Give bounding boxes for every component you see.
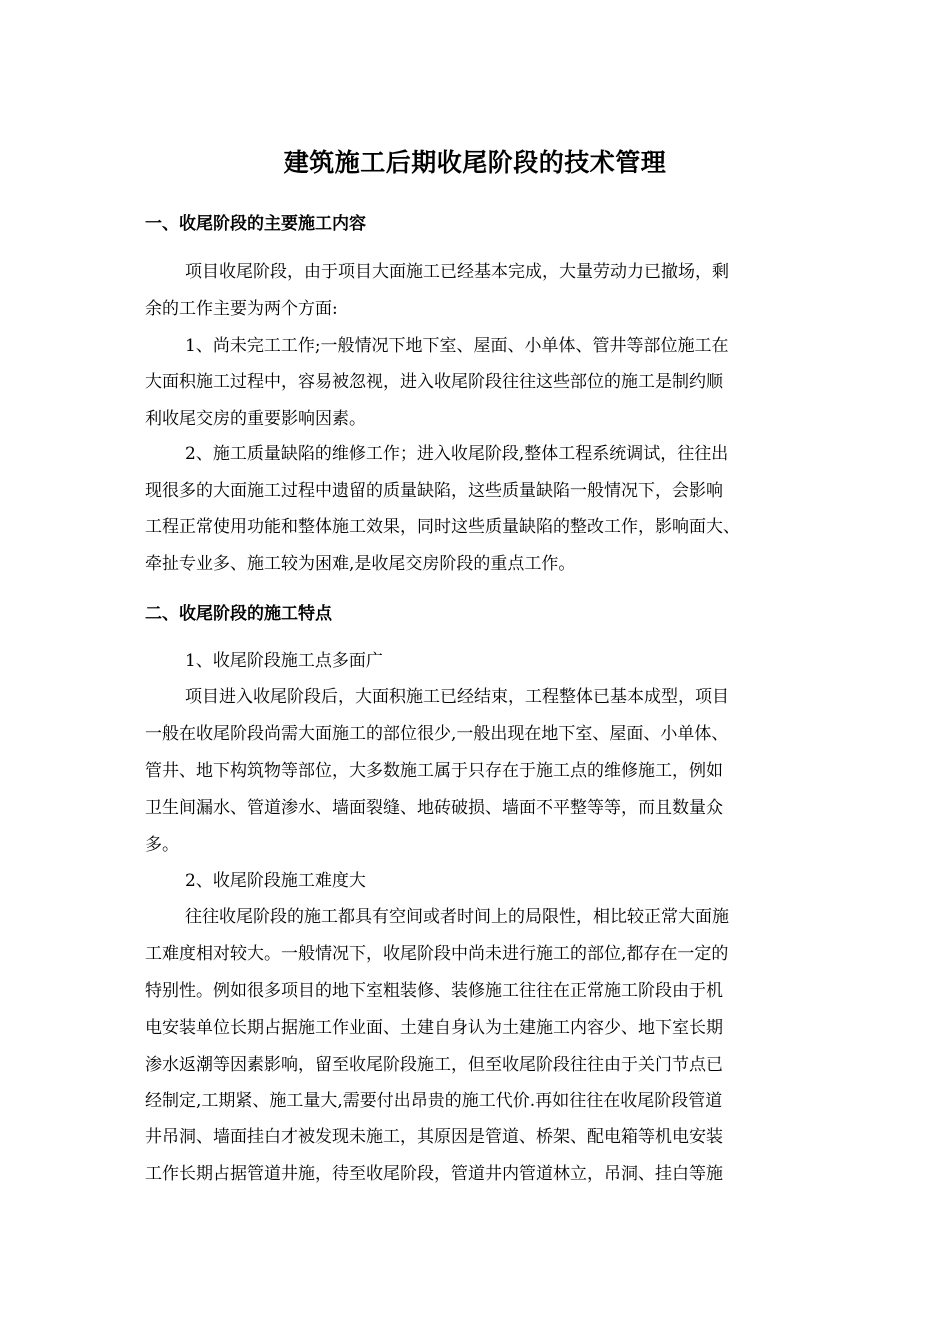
paragraph-line: 工难度相对较大。一般情况下，收尾阶段中尚未进行施工的部位,都存在一定的: [145, 944, 729, 964]
paragraph-line: 现很多的大面施工过程中遗留的质量缺陷，这些质量缺陷一般情况下，会影响: [145, 481, 723, 501]
paragraph-line: 特别性。例如很多项目的地下室粗装修、装修施工往往在正常施工阶段由于机: [145, 981, 723, 1001]
paragraph-line: 工程正常使用功能和整体施工效果，同时这些质量缺陷的整改工作，影响面大、: [145, 517, 740, 537]
paragraph-line: 井吊洞、墙面挂白才被发现未施工，其原因是管道、桥架、配电箱等机电安装: [145, 1127, 723, 1147]
paragraph-line: 一般在收尾阶段尚需大面施工的部位很少,一般出现在地下室、屋面、小单体、: [145, 724, 729, 744]
document-title: 建筑施工后期收尾阶段的技术管理: [283, 148, 667, 177]
paragraph-line: 1、收尾阶段施工点多面广: [185, 651, 383, 671]
paragraph-line: 工作长期占据管道井施，待至收尾阶段，管道井内管道林立，吊洞、挂白等施: [145, 1164, 723, 1184]
paragraph-line: 2、收尾阶段施工难度大: [185, 871, 366, 891]
paragraph-line: 多。: [145, 835, 179, 855]
paragraph-line: 牵扯专业多、施工较为困难,是收尾交房阶段的重点工作。: [145, 554, 576, 574]
paragraph-line: 大面积施工过程中，容易被忽视，进入收尾阶段往往这些部位的施工是制约顺: [145, 372, 723, 392]
paragraph-line: 渗水返潮等因素影响，留至收尾阶段施工，但至收尾阶段往往由于关门节点已: [145, 1055, 723, 1075]
paragraph-line: 管井、地下构筑物等部位，大多数施工属于只存在于施工点的维修施工，例如: [145, 761, 723, 781]
section-2-heading: 二、收尾阶段的施工特点: [145, 604, 332, 624]
paragraph-line: 往往收尾阶段的施工都具有空间或者时间上的局限性，相比较正常大面施: [185, 907, 729, 927]
paragraph-line: 2、施工质量缺陷的维修工作；进入收尾阶段,整体工程系统调试，往往出: [185, 444, 729, 464]
paragraph-line: 卫生间漏水、管道渗水、墙面裂缝、地砖破损、墙面不平整等等，而且数量众: [145, 798, 723, 818]
paragraph-line: 经制定,工期紧、施工量大,需要付出昂贵的施工代价.再如往往在收尾阶段管道: [145, 1091, 723, 1111]
paragraph-line: 1、尚未完工工作;一般情况下地下室、屋面、小单体、管井等部位施工在: [185, 336, 729, 356]
paragraph-line: 电安装单位长期占据施工作业面、土建自身认为土建施工内容少、地下室长期: [145, 1018, 723, 1038]
paragraph-line: 利收尾交房的重要影响因素。: [145, 409, 366, 429]
section-1-heading: 一、收尾阶段的主要施工内容: [145, 214, 366, 234]
paragraph-line: 余的工作主要为两个方面:: [145, 299, 338, 319]
paragraph-line: 项目进入收尾阶段后，大面积施工已经结束，工程整体已基本成型，项目: [185, 687, 729, 707]
paragraph-line: 项目收尾阶段，由于项目大面施工已经基本完成，大量劳动力已撤场，剩: [185, 262, 729, 282]
